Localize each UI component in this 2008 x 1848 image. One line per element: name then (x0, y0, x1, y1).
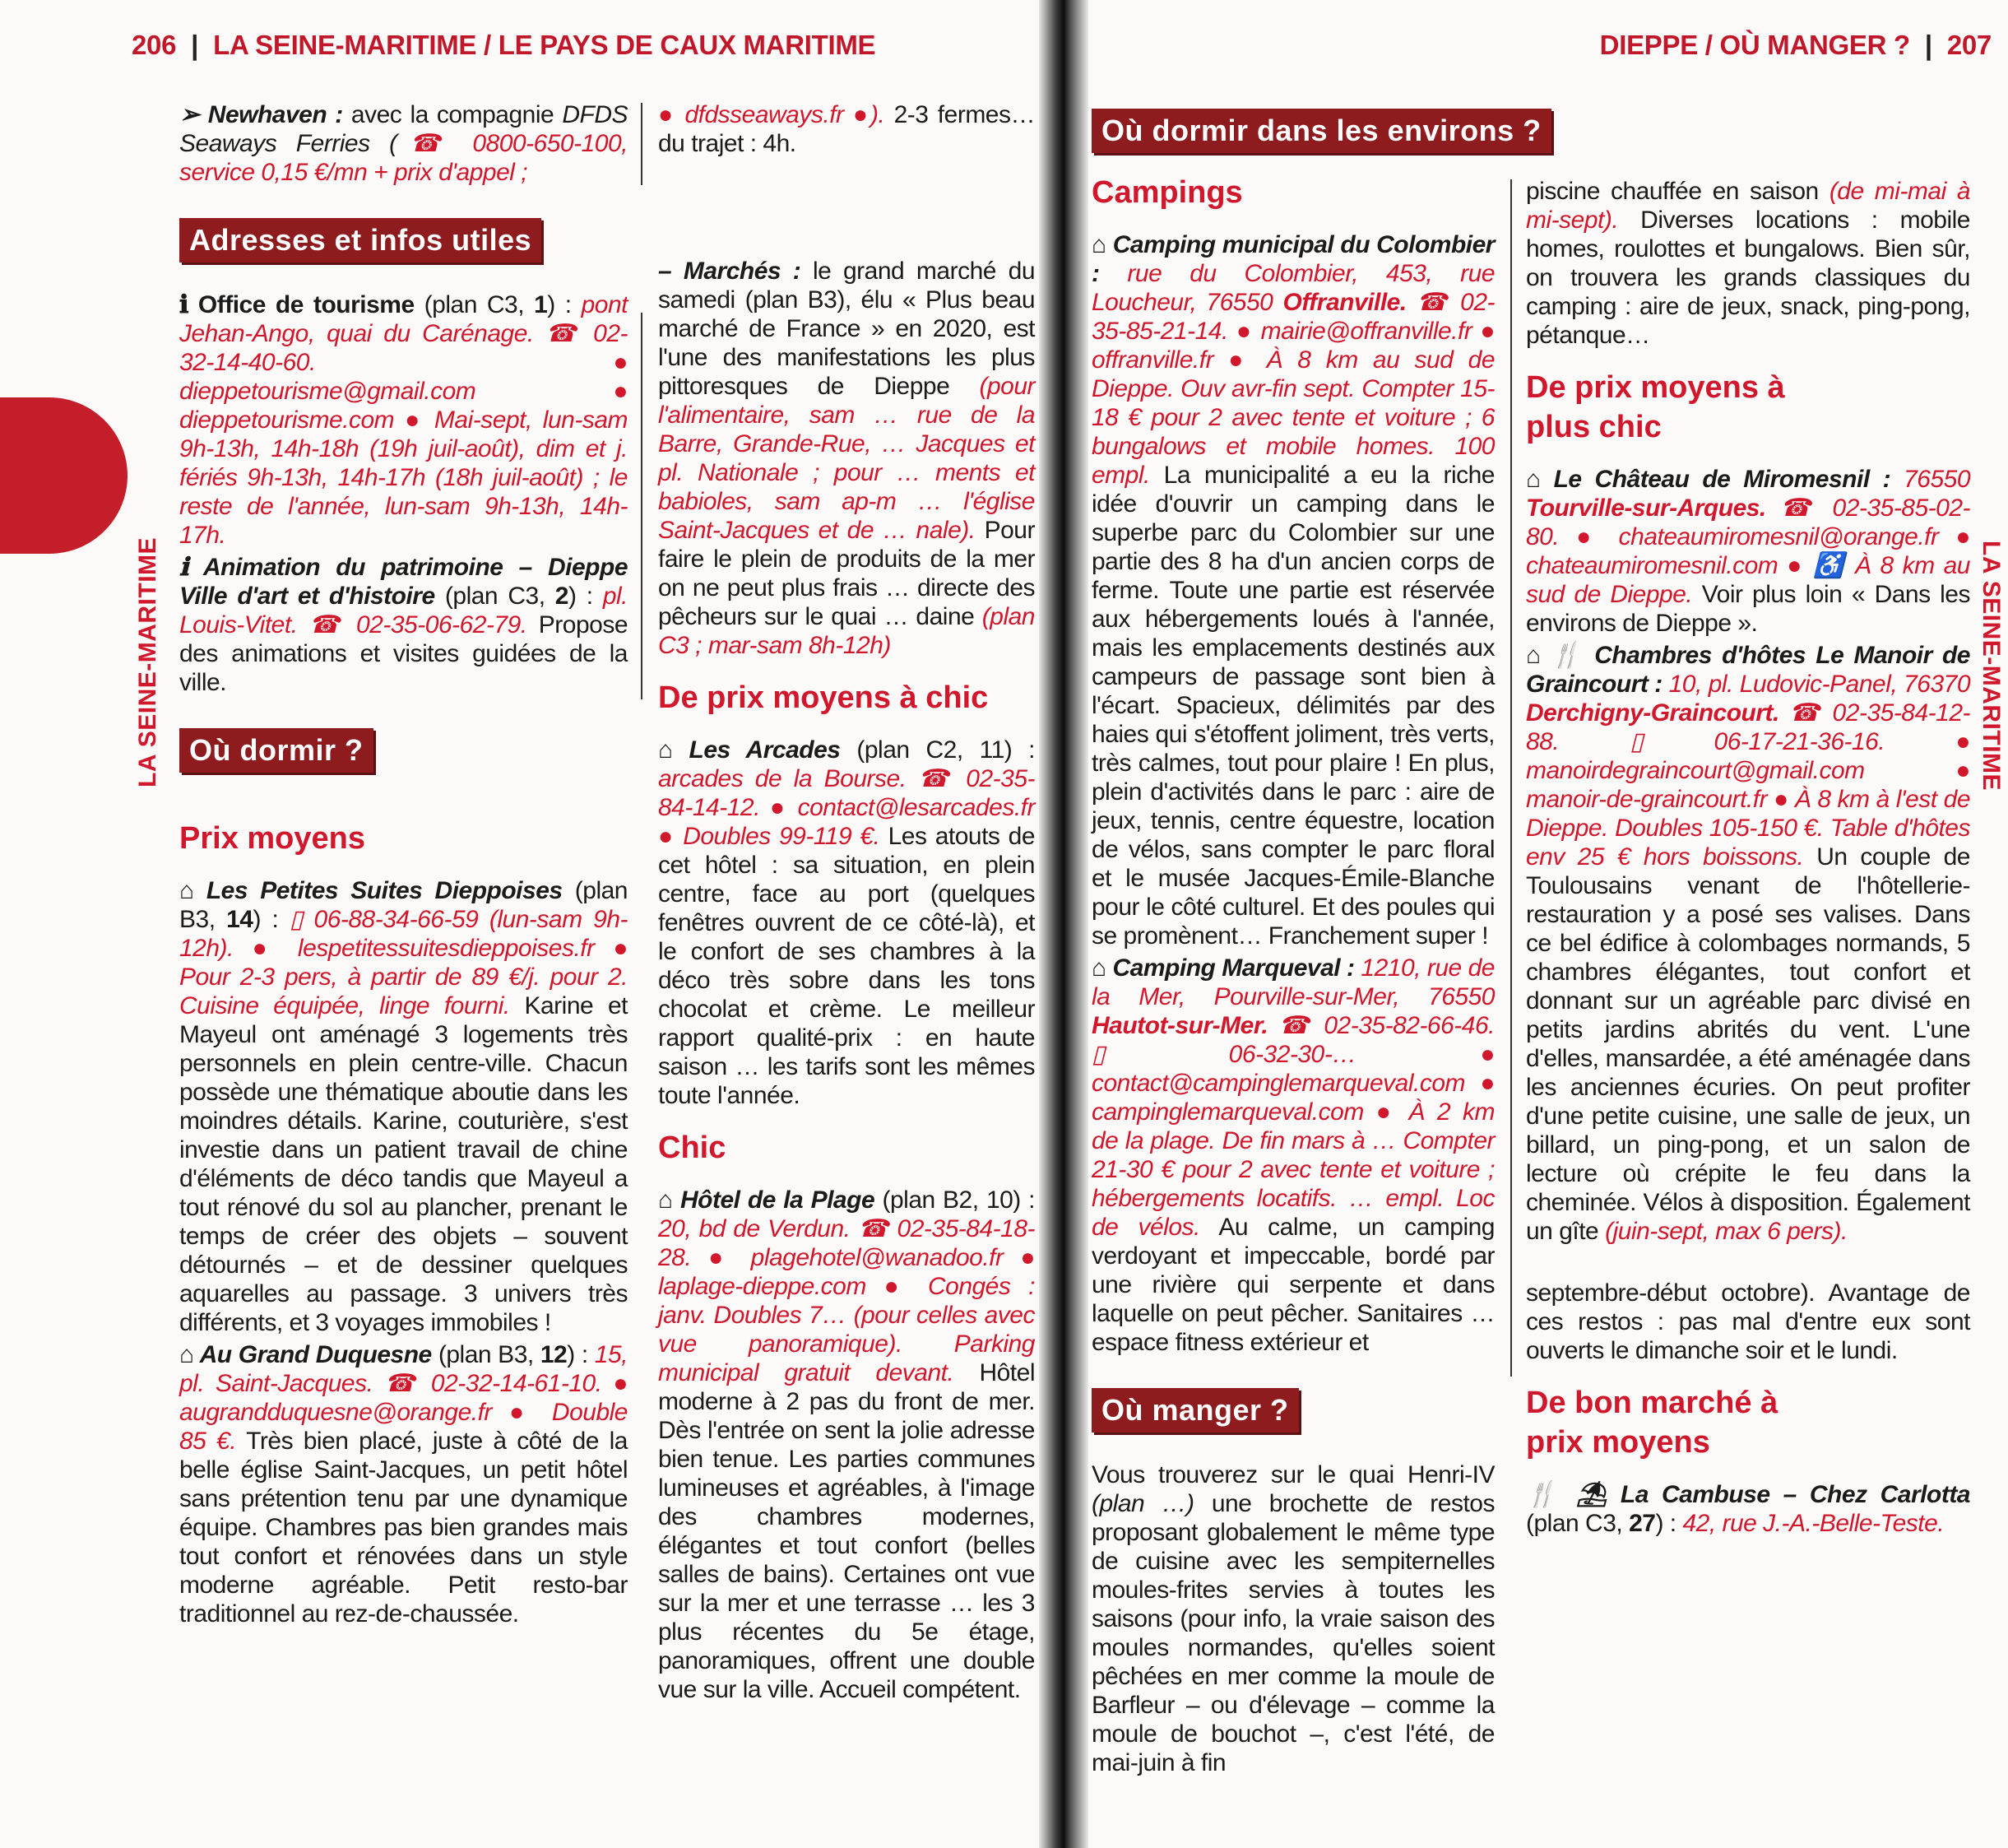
entry-name: ⌂ Camping Marqueval : (1092, 954, 1355, 982)
grand-duquesne-entry (179, 1340, 628, 1628)
page-number: 207 (1946, 30, 1992, 60)
contact-info-text: ● dfdsseaways.fr ●). (658, 101, 885, 128)
entry-name: 2 (554, 583, 568, 610)
body-text: Vous trouverez sur le quai Henri-IV (1092, 1461, 1495, 1488)
body-text: ) : (567, 1341, 595, 1368)
body-text: (plan B3, (431, 1341, 540, 1368)
manoir-graincourt-entry (1526, 641, 1970, 1246)
body-text: ) : (547, 291, 582, 318)
subhead-prix-moyens-chic: De prix moyens à chic (658, 680, 989, 715)
body-text: Au calme, un camping verdoyant et impeccable, bordé par une rivière qui serpente et dans laquelle on peut pêcher. Sanitaires … espace fitness extérieur et (1092, 1214, 1495, 1356)
contact-info-text: (plan C3 ; mar-sam 8h-12h) (658, 603, 1035, 659)
septembre-text (1526, 1279, 1970, 1365)
subhead-chic: Chic (658, 1131, 726, 1165)
body-text: (plan C3, (1526, 1510, 1630, 1537)
contact-info-text: 10, pl. Ludovic-Panel, 76370 (1662, 671, 1971, 698)
body-text: une brochette de restos proposant globalement le même type de cuisine avec les sempiternelles moules-frites servies à toutes les saisons (pour info, la vraie saison des moules normandes, qu'elles soient pêchées en mer comme la moule de Barfleur – ou d'élevage – comme la moule de bouchot –, c'est l'été, de mai-juin à fin (1092, 1490, 1495, 1776)
marches-entry (658, 257, 1035, 660)
contact-info-text: pl. Louis-Vitet. ☎ 02-35-06-62-79. (179, 583, 628, 638)
body-text: Propose des animations et visites guidées de la ville. (179, 611, 628, 696)
contact-info-text: ☎ 02-35-82-66-46. ▯ 06-32-30-… ● contact@campinglemarqueval.com ● campinglemarqueval.com ● À 2 km de la plage. De fin mars à … Compter 21-30 € pour 2 avec tente et voiture ; hébergements locatifs. … empl. Loc de vélos. (1092, 1012, 1495, 1241)
side-label-right: LA SEINE-MARITIME (1978, 541, 2005, 792)
body-text: ) : (253, 906, 290, 933)
contact-info-text: 20, bd de Verdun. ☎ 02-35-84-18-28. ● plagehotel@wanadoo.fr ● laplage-dieppe.com ● Congés : janv. Doubles 7… (pour celles avec vue panoramique). Parking municipal gratuit devant. (658, 1215, 1035, 1386)
page-number: 206 (132, 30, 177, 60)
body-text: Un couple de Toulousains venant de l'hôtellerie-restauration y a posé ses valises. Dans ce bel édifice à colombages normands, 5 chambres élégantes, tout confort et donnant sur un agréable parc divisé en petits jardins abrités du vent. L'une d'elles, mansardée, a été aménagée dans les anciennes écuries. On peut profiter d'une petite cuisine, une salle de jeux, un billard, un ping-pong, et un salon de lecture où crépite le feu dans la cheminée. Vélos à disposition. Également un gîte (1526, 843, 1970, 1245)
entry-name: ⌂ Hôtel de la Plage (658, 1186, 875, 1214)
entry-name: ℹ Animation du patrimoine – Dieppe Ville d'art et d'histoire (179, 554, 628, 610)
hotel-plage-entry (658, 1186, 1035, 1704)
entry-name: – Marchés : (658, 258, 801, 285)
piscine-text (1526, 177, 1970, 350)
body-text: le grand marché du samedi (plan B3), élu « Plus beau marché de France » en 2020, est l'une des manifestations les plus pittoresques de Dieppe (658, 258, 1035, 400)
thumb-tab (0, 397, 128, 554)
entry-name: 27 (1629, 1510, 1656, 1537)
body-text: ) : (568, 583, 603, 610)
column-2 (658, 100, 1035, 1707)
contact-info-text: Hautot-sur-Mer. (1092, 1012, 1268, 1039)
subhead-prix-moyens: Prix moyens (179, 821, 365, 856)
column-divider (641, 103, 642, 185)
book-gutter-shadow (1039, 0, 1088, 1848)
body-text: Les atouts de cet hôtel : sa situation, en plein centre, face au port (quelques fenêtres ouvrent de ce côté-là), et le confort de ses chambres à la déco très sobre dans les tons chocolat et crème. Le meilleur rapport qualité-prix : en haute saison … les tarifs sont les mêmes toute l'année. (658, 823, 1035, 1109)
petites-suites-entry (179, 876, 628, 1337)
entry-name: ⌂ 🍴 Chambres d'hôtes Le Manoir de Graincourt : (1526, 642, 1970, 698)
contact-info-text: rue du Colombier, 453, rue Loucheur, 76550 (1092, 260, 1495, 316)
body-text: (plan C3, (414, 291, 535, 318)
contact-info-text: ▯ 06-88-34-66-59 (lun-sam 9h-12h). ● lespetitessuitesdieppoises.fr ● Pour 2-3 pers, à partir de 89 €/j. pour 2. Cuisine équipée, linge fourni. (179, 906, 628, 1019)
camping-colombier-entry (1092, 230, 1495, 950)
contact-info-text: (juin-sept, max 6 pers). (1605, 1218, 1848, 1245)
body-text: (plan B2, 10) : (874, 1186, 1035, 1214)
body-text: Hôtel moderne à 2 pas du front de mer. Dès l'entrée on sent la jolie adresse bien tenue. Les parties communes lumineuses et agréables, à l'image des chambres modernes, élégantes et tout confort (belles salles de bains). Certaines ont vue sur la mer et une terrasse … les 3 plus récentes du 5e étage, panoramiques, offrent une double vue sur la ville. Accueil compétent. (658, 1359, 1035, 1703)
column-3 (1092, 109, 1542, 1781)
contact-info-text: 1210, rue de la Mer, Pourville-sur-Mer, 76550 (1092, 954, 1495, 1010)
section-header-adresses: Adresses et infos utiles (179, 218, 541, 262)
contact-info-text: 76550 (1890, 466, 1970, 493)
chateau-miromesnil-entry (1526, 465, 1970, 638)
running-title: LA SEINE-MARITIME / LE PAYS DE CAUX MARITIME (213, 30, 876, 60)
left-page-header (132, 30, 875, 61)
section-header-dormir: Où dormir ? (179, 728, 373, 773)
body-text: Pour faire le plein de produits de la mer on ne peut plus frais … directe des pêcheurs sur le quai … daine (658, 517, 1035, 630)
dfds-entry (658, 100, 1035, 158)
header-separator: | (1924, 30, 1932, 60)
column-4 (1526, 177, 1970, 1541)
entry-name: ⌂ Les Arcades (658, 736, 841, 764)
contact-info-text: (pour l'alimentaire, sam … rue de la Barre, Grande-Rue, … Jacques et pl. Nationale ; pour … ments et babioles, sam ap-m … l'église Saint-Jacques et de … nale). (658, 373, 1035, 544)
les-arcades-entry (658, 736, 1035, 1110)
right-page-header (1600, 30, 1992, 61)
contact-info-text: ☎ 0800-650-100, service 0,15 €/mn + prix d'appel ; (179, 130, 628, 186)
la-cambuse-entry (1526, 1480, 1970, 1538)
contact-info-text: pont Jehan-Ango, quai du Carénage. ☎ 02-32-14-40-60. ● dieppetourisme@gmail.com ● dieppetourisme.com ● Mai-sept, lun-sam 9h-13h, 14h-18h (19h juil-août), dim et j. fériés 9h-13h, 14h-17h (18h juil-août) ; le reste de l'année, lun-sam 9h-13h, 14h-17h. (179, 291, 628, 549)
body-text: (plan C3, (434, 583, 555, 610)
camping-marqueval-entry (1092, 954, 1495, 1357)
entry-name: ➢ Newhaven : (179, 101, 343, 128)
office-tourisme-entry (179, 290, 628, 550)
quai-henri-iv-text (1092, 1460, 1495, 1777)
newhaven-entry (179, 100, 628, 187)
animation-patrimoine-entry (179, 553, 628, 697)
entry-name: 1 (534, 291, 548, 318)
entry-name: ⌂ Au Grand Duquesne (179, 1341, 432, 1368)
contact-info-text: 42, rue J.-A.-Belle-Teste. (1682, 1510, 1945, 1537)
contact-info-text: ☎ 02-35-85-21-14. ● mairie@offranville.fr ● offranville.fr ● À 8 km au sud de Dieppe. Ouv avr-fin sept. Compter 15-18 € pour 2 avec tente et voiture ; 6 bungalows et mobile homes. 100 empl. (1092, 289, 1495, 489)
body-text: DFDS Seaways Ferries ( (179, 101, 628, 157)
column-divider (1510, 179, 1512, 1377)
body-text: La municipalité a eu la riche idée d'ouvrir un camping dans le superbe parc du Colombier sur une partie des 8 ha d'un ancien corps de ferme. Toute une partie est réservée aux hébergements loués à l'année, mais les emplacements destinés aux campeurs de passage sont bien à l'écart. Spacieux, délimités par des haies qui s'étoffent joliment, très verts, très calmes, tout pour plaire ! En plus, plein d'activités dans le parc : aire de jeux, tennis, centre équestre, location de vélos, sans compter le parc floral et le musée Jacques-Émile-Blanche pour le côté culturel. Et des poules qui se promènent… Franchement super ! (1092, 462, 1495, 950)
entry-name: ℹ Office de tourisme (179, 291, 415, 318)
subhead-prix-moyens-plus-chic: De prix moyens à plus chic (1526, 370, 1785, 444)
entry-name: ⌂ Le Château de Miromesnil : (1526, 466, 1891, 493)
body-text: septembre-début octobre). Avantage de ces restos : pas mal d'entre eux sont ouverts le dimanche soir et le lundi. (1526, 1279, 1970, 1364)
body-text: Très bien placé, juste à côté de la belle église Saint-Jacques, un petit hôtel sans prétention tenu par une dynamique équipe. Chambres pas bien grandes mais tout confort et rénovées dans un style moderne agréable. Petit resto-bar traditionnel au rez-de-chaussée. (179, 1428, 628, 1627)
header-separator: | (191, 30, 199, 60)
entry-name: ⌂ Camping municipal du Colombier : (1092, 231, 1495, 287)
body-text: 2-3 fermes… du trajet : 4h. (658, 101, 1035, 157)
body-text: piscine chauffée en saison (1526, 178, 1829, 205)
body-text: Diverses locations : mobile homes, roulottes et bungalows. Bien sûr, on trouvera les grands classiques du camping : aire de jeux, snack, ping-pong, pétanque… (1526, 207, 1970, 349)
entry-name: 14 (226, 906, 253, 933)
side-label-left: LA SEINE-MARITIME (134, 536, 161, 787)
body-text: Karine et Mayeul ont aménagé 3 logements très personnels en plein centre-ville. Chacun possède une thématique aboutie dans les moindres détails. Karine, couturière, s'est investie dans un patient travail de chine d'éléments de déco tandis que Mayeul a tout rénové du sol au plancher, prenant le temps de créer des objets – souvent détournés – et de dessiner quelques aquarelles au passage. 3 univers très différents, et 3 voyages immobiles ! (179, 992, 628, 1336)
contact-info-text: ☎ 02-35-84-12-88. ▯ 06-17-21-36-16. ● manoirdegraincourt@gmail.com ● manoir-de-graincourt.fr ● À 8 km à l'est de Dieppe. Doubles 105-150 €. Table d'hôtes env 25 € hors boissons. (1526, 699, 1970, 871)
contact-info-text: Tourville-sur-Arques. (1526, 495, 1766, 522)
contact-info-text: Derchigny-Graincourt. (1526, 699, 1779, 727)
body-text: ) : (1655, 1510, 1683, 1537)
subhead-bon-marche: De bon marché à prix moyens (1526, 1386, 1778, 1460)
body-text: avec la compagnie (342, 101, 563, 128)
subhead-campings: Campings (1092, 175, 1243, 210)
column-divider (641, 313, 642, 699)
contact-info-text: (de mi-mai à mi-sept). (1526, 178, 1970, 234)
body-text: (plan C2, 11) : (840, 736, 1035, 764)
section-header-manger: Où manger ? (1092, 1388, 1299, 1432)
body-text: Voir plus loin « Dans les environs de Dieppe ». (1526, 581, 1970, 637)
entry-name: 🍴 ⛱ La Cambuse – Chez Carlotta (1526, 1481, 1970, 1508)
entry-name: 12 (540, 1341, 568, 1368)
running-title: DIEPPE / OÙ MANGER ? (1599, 30, 1910, 60)
section-header-environs: Où dormir dans les environs ? (1092, 109, 1551, 153)
contact-info-text: arcades de la Bourse. ☎ 02-35-84-14-12. ● contact@lesarcades.fr ● Doubles 99-119 €. (658, 765, 1035, 850)
contact-info-text: ☎ 02-35-85-02-80. ● chateaumiromesnil@orange.fr ● chateaumiromesnil.com ● ♿ À 8 km au sud de Dieppe. (1526, 495, 1970, 608)
contact-info-text: Offranville. (1282, 289, 1407, 316)
body-text: (plan …) (1092, 1490, 1194, 1517)
body-text: (plan B3, (179, 877, 628, 933)
column-1 (179, 100, 628, 1632)
contact-info-text: 15, pl. Saint-Jacques. ☎ 02-32-14-61-10. ● augrandduquesne@orange.fr ● Double 85 €. (179, 1341, 628, 1455)
entry-name: ⌂ Les Petites Suites Dieppoises (179, 877, 563, 904)
